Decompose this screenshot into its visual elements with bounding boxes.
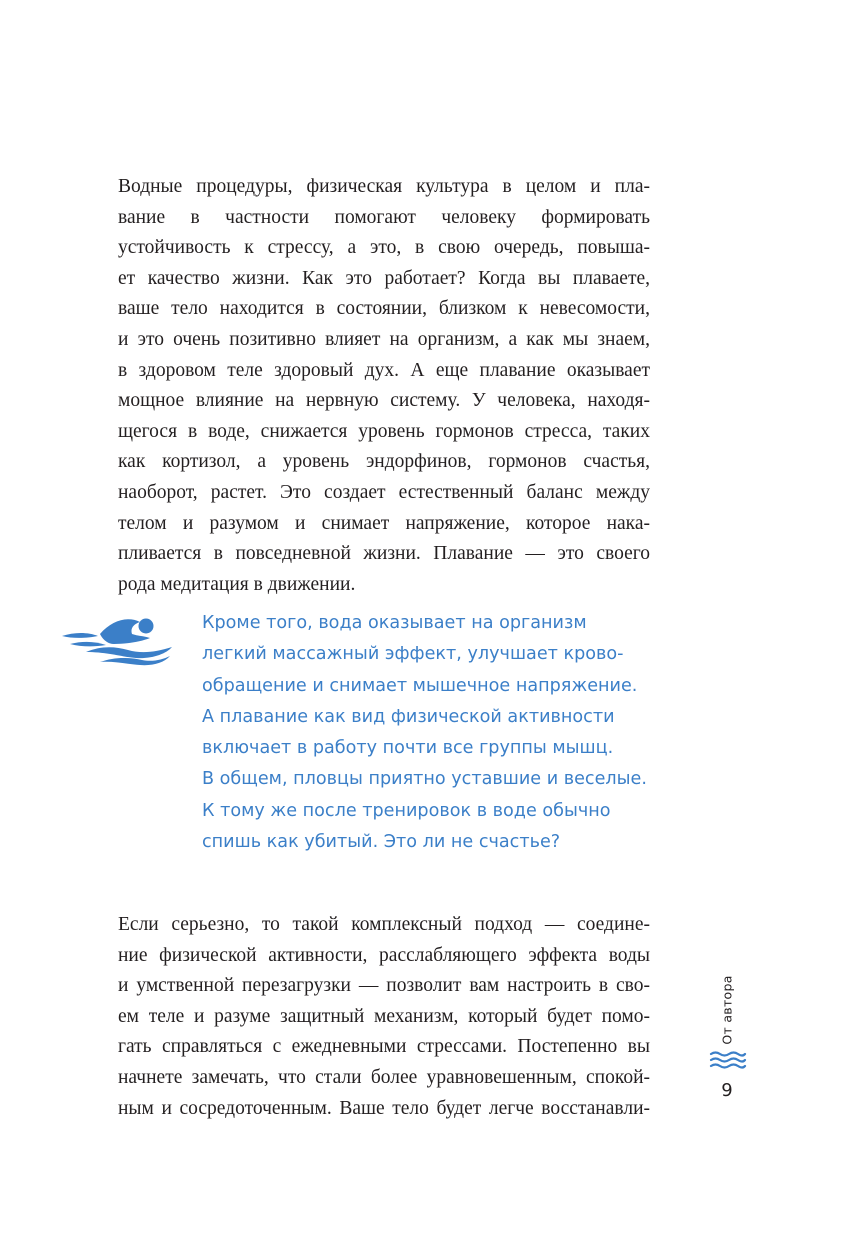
paragraph-1-line: мощное влияние на нервную систему. У человека, находя- xyxy=(118,390,650,412)
paragraph-2-line: начнете замечать, что стали более уравновешенным, спокой- xyxy=(118,1066,650,1088)
quote-line: спишь как убитый. Это ли не счастье? xyxy=(202,832,561,853)
paragraph-2-line: гать справляться с ежедневными стрессами. Постепенно вы xyxy=(118,1036,650,1058)
quote-line: включает в работу почти все группы мышц. xyxy=(202,738,614,759)
waves-icon xyxy=(709,1050,747,1070)
quote-line: К тому же после тренировок в воде обычно xyxy=(202,800,611,821)
paragraph-1-line: в здоровом теле здоровый дух. А еще плавание оказывает xyxy=(118,359,650,381)
highlight-quote xyxy=(202,608,662,858)
paragraph-2-line: ем теле и разуме защитный механизм, который будет помо- xyxy=(118,1005,650,1027)
paragraph-1 xyxy=(118,172,650,600)
quote-line: обращение и снимает мышечное напряжение. xyxy=(202,675,638,696)
paragraph-1-line: ет качество жизни. Как это работает? Когда вы плаваете, xyxy=(118,267,650,289)
paragraph-1-line: устойчивость к стрессу, а это, в свою очередь, повыша- xyxy=(118,237,650,259)
paragraph-1-line: наоборот, растет. Это создает естественный баланс между xyxy=(118,481,650,503)
paragraph-2-line: и умственной перезагрузки — позволит вам настроить в сво- xyxy=(118,975,650,997)
paragraph-1-line: рода медитация в движении. xyxy=(118,573,356,595)
quote-line: Кроме того, вода оказывает на организм xyxy=(202,613,587,633)
section-label xyxy=(713,975,741,1045)
paragraph-1-line: пливается в повседневной жизни. Плавание — это своего xyxy=(118,543,650,565)
paragraph-1-line: и это очень позитивно влияет на организм, а как мы знаем, xyxy=(118,328,650,350)
quote-line: легкий массажный эффект, улучшает крово- xyxy=(202,644,624,665)
paragraph-1-line: как кортизол, а уровень эндорфинов, гормонов счастья, xyxy=(118,451,650,473)
paragraph-2-line: ным и сосредоточенным. Ваше тело будет легче восстанавли- xyxy=(118,1097,650,1119)
paragraph-2-line: ние физической активности, расслабляющего эффекта воды xyxy=(118,944,650,966)
paragraph-2-line: Если серьезно, то такой комплексный подход — соедине- xyxy=(118,914,650,935)
quote-line: А плавание как вид физической активности xyxy=(202,706,615,727)
paragraph-1-line: телом и разумом и снимает напряжение, которое нака- xyxy=(118,512,650,534)
paragraph-1-line: ваше тело находится в состоянии, близком к невесомости, xyxy=(118,298,650,320)
paragraph-1-line: щегося в воде, снижается уровень гормонов стресса, таких xyxy=(118,420,650,442)
paragraph-2 xyxy=(118,910,650,1124)
quote-line: В общем, пловцы приятно уставшие и веселые. xyxy=(202,769,647,790)
swimmer-icon xyxy=(60,614,176,666)
section-label-text: От автора xyxy=(719,975,735,1045)
paragraph-1-line: вание в частности помогают человеку формировать xyxy=(118,206,650,228)
paragraph-1-line: Водные процедуры, физическая культура в целом и пла- xyxy=(118,176,650,197)
page-number: 9 xyxy=(721,1080,733,1101)
